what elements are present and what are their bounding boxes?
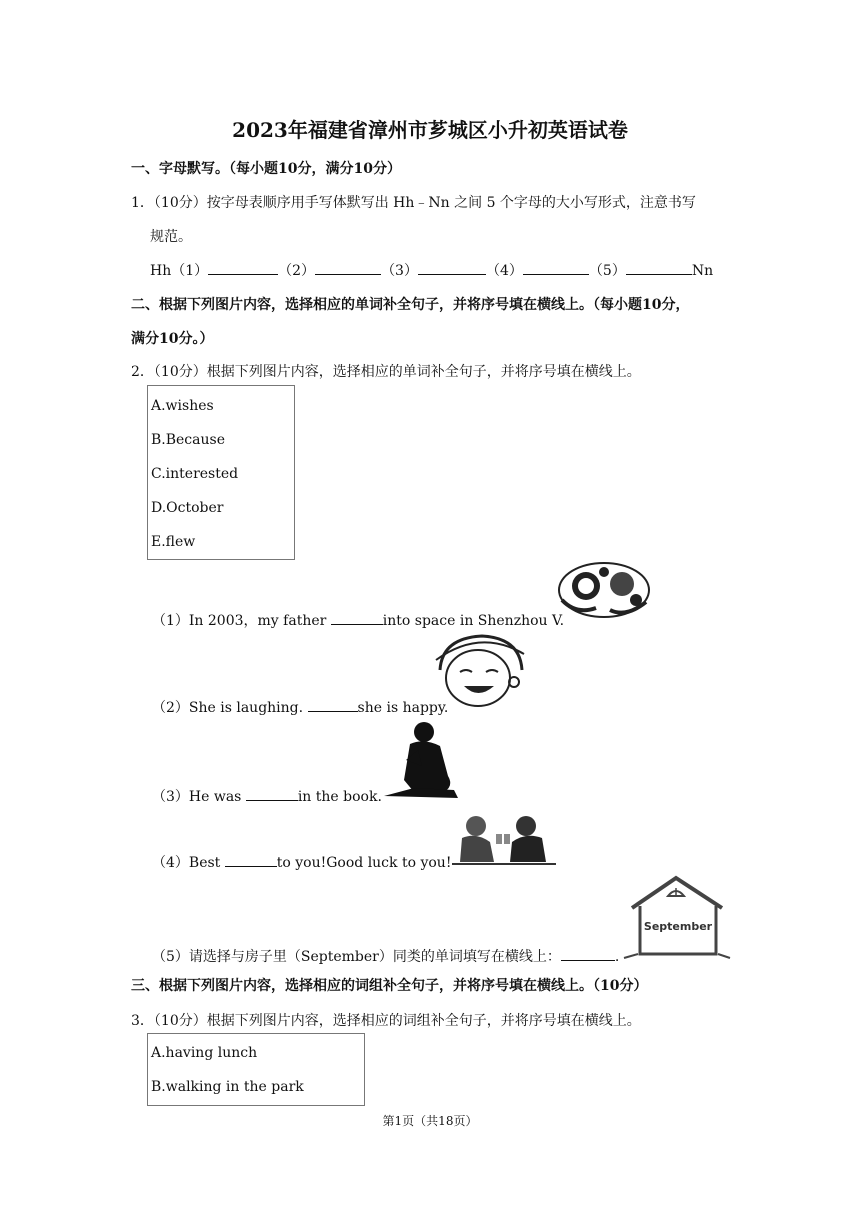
blank-label: （5） [588, 263, 626, 279]
answer-blank[interactable] [626, 262, 692, 275]
option-item: A.having lunch [151, 1045, 258, 1061]
page-title: 2023年福建省漳州市芗城区小升初英语试卷 [232, 118, 628, 142]
blank-label: （4） [485, 263, 523, 279]
page-footer: 第1页（共18页） [382, 1114, 478, 1128]
sentence-text: in the book. [297, 789, 382, 805]
sentence-text: she is happy. [357, 700, 449, 716]
sentence-text: to you!Good luck to you! [276, 855, 452, 871]
sentence-text: （2）She is laughing. [152, 700, 308, 716]
answer-blank[interactable] [308, 699, 358, 712]
sentence-text: . [614, 949, 620, 965]
sentence-text: （1）In 2003，my father [152, 613, 331, 629]
option-item: E.flew [151, 534, 196, 550]
answer-blank[interactable] [208, 262, 278, 275]
sentence-1 [152, 610, 564, 630]
option-item: D.October [151, 500, 224, 516]
option-item: C.interested [151, 466, 239, 482]
answer-blank[interactable] [523, 262, 589, 275]
answer-blank[interactable] [418, 262, 486, 275]
answer-blank[interactable] [315, 262, 381, 275]
question-1-text: 1．（10分）按字母表顺序用手写体默写出 Hh﹣Nn 之间 5 个字母的大小写形式，注意书写 [131, 195, 696, 211]
laughing-girl-image [432, 630, 528, 710]
boy-reading-image [384, 720, 460, 798]
house-image [622, 874, 732, 960]
answer-blank[interactable] [331, 612, 383, 625]
sentence-text: （5）请选择与房子里（September）同类的单词填写在横线上： [152, 949, 561, 965]
question-3-text: 3．（10分）根据下列图片内容，选择相应的词组补全句子，并将序号填在横线上。 [131, 1013, 641, 1029]
answer-blank[interactable] [246, 788, 298, 801]
house-label: September [643, 920, 713, 933]
answer-blank[interactable] [225, 854, 277, 867]
blank-label: （2） [278, 263, 316, 279]
question-1-text-cont: 规范。 [150, 229, 192, 245]
option-item: A.wishes [151, 398, 214, 414]
section-1-heading: 一、字母默写。（每小题10分，满分10分） [131, 161, 401, 177]
sentence-3 [152, 786, 382, 806]
sentence-text: into space in Shenzhou V. [382, 613, 565, 629]
blank-label: Hh（1） [150, 263, 209, 279]
sentence-4 [152, 852, 451, 872]
blank-label: （3） [381, 263, 418, 279]
sentence-text: （3）He was [152, 789, 246, 805]
phrase-options-box [147, 1033, 365, 1106]
section-2-heading: 二、根据下列图片内容，选择相应的单词补全句子，并将序号填在横线上。（每小题10分， [131, 297, 690, 313]
letter-blanks-row [150, 260, 713, 280]
answer-blank[interactable] [561, 948, 615, 961]
sentence-5 [152, 946, 619, 966]
toasting-friends-image [452, 812, 556, 866]
section-2-heading-cont: 满分10分。） [131, 331, 214, 347]
sentence-text: （4）Best [152, 855, 225, 871]
question-2-text: 2．（10分）根据下列图片内容，选择相应的单词补全句子，并将序号填在横线上。 [131, 364, 641, 380]
word-options-box [147, 385, 295, 560]
sentence-2 [152, 697, 448, 717]
section-3-heading: 三、根据下列图片内容，选择相应的词组补全句子，并将序号填在横线上。（10分） [131, 978, 648, 994]
option-item: B.walking in the park [151, 1079, 304, 1095]
blank-label: Nn [691, 263, 714, 279]
astronaut-image [556, 560, 652, 620]
option-item: B.Because [151, 432, 225, 448]
